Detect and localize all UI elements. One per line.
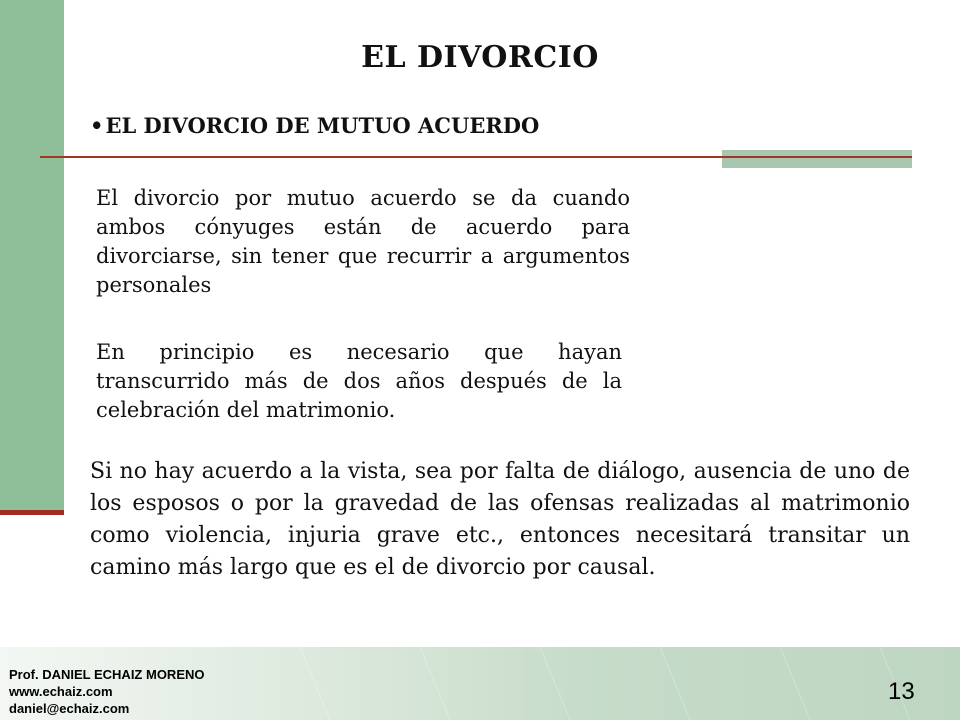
subtitle-text: EL DIVORCIO DE MUTUO ACUERDO <box>105 113 540 138</box>
paragraph-time-requirement: En principio es necesario que hayan transcurrido más de dos años después de la celebración del matrimonio. <box>96 340 622 422</box>
left-accent-bar <box>0 0 64 512</box>
footer-credits <box>9 666 205 717</box>
divider-line <box>40 156 912 158</box>
paragraph-mutual-agreement: El divorcio por mutuo acuerdo se da cuando ambos cónyuges están de acuerdo para divorciarse, sin tener que recurrir a argumentos personales <box>96 186 630 297</box>
slide-title: EL DIVORCIO <box>361 40 599 75</box>
slide-subtitle <box>90 113 539 138</box>
footer-email[interactable]: daniel@echaiz.com <box>9 701 130 716</box>
paragraph-no-agreement: Si no hay acuerdo a la vista, sea por falta de diálogo, ausencia de uno de los esposos o por la gravedad de las ofensas realizadas al matrimonio como violencia, injuria grave etc., entonces necesitará transitar un camino más largo que es el de divorcio por causal. <box>90 459 910 580</box>
bullet-icon: • <box>90 113 104 138</box>
divider-accent-block <box>722 150 912 168</box>
footer-website[interactable]: www.echaiz.com <box>9 684 113 699</box>
page-number: 13 <box>888 678 915 705</box>
footer-author: Prof. DANIEL ECHAIZ MORENO <box>9 667 205 682</box>
left-accent-bar-cap <box>0 510 64 515</box>
